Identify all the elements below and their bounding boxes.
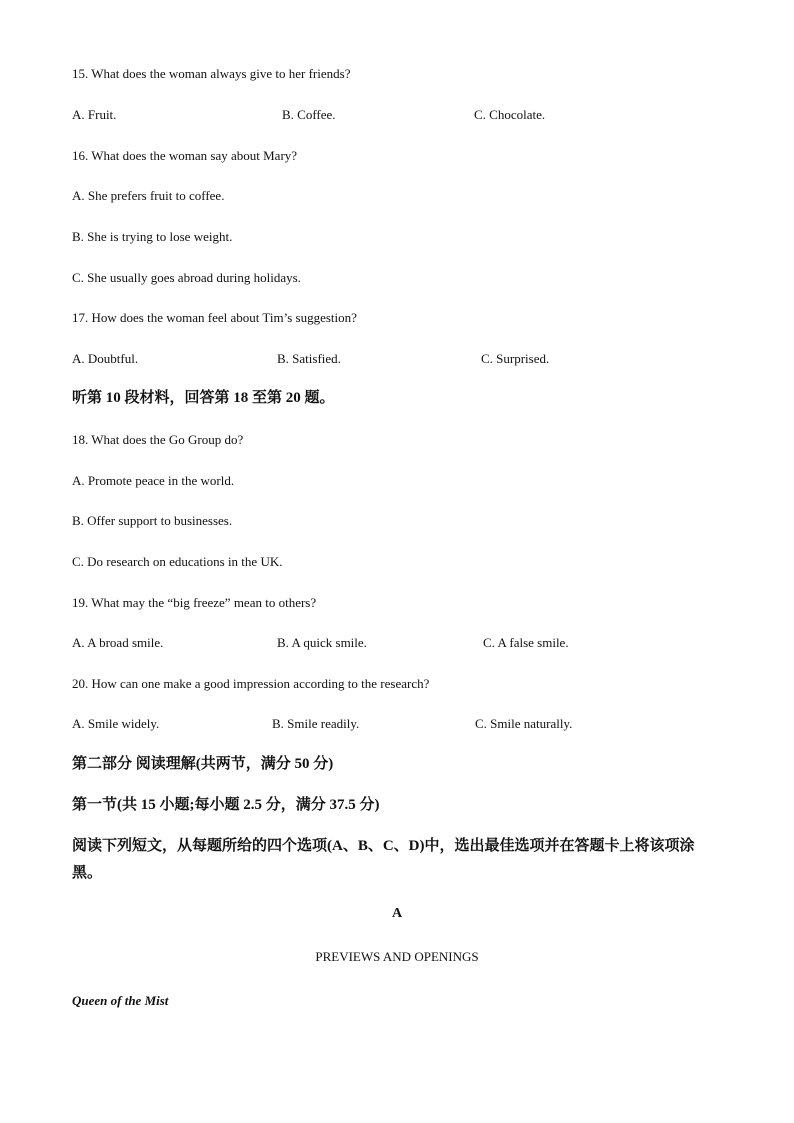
q15-option-b: B. Coffee. xyxy=(282,107,336,122)
q16-option-a: A. She prefers fruit to coffee. xyxy=(72,188,225,203)
question-19: 19. What may the “big freeze” mean to others? xyxy=(72,595,317,610)
part-2-section-1: 第一节(共 15 小题;每小题 2.5 分，满分 37.5 分) xyxy=(72,797,380,813)
question-16: 16. What does the woman say about Mary? xyxy=(72,148,298,163)
section-10-instruction: 听第 10 段材料，回答第 18 至第 20 题。 xyxy=(72,390,335,406)
q16-option-b: B. She is trying to lose weight. xyxy=(72,229,233,244)
q15-option-c: C. Chocolate. xyxy=(474,107,546,122)
question-17: 17. How does the woman feel about Tim’s suggestion? xyxy=(72,310,357,325)
q20-option-a: A. Smile widely. xyxy=(72,716,160,731)
q17-option-b: B. Satisfied. xyxy=(277,351,341,366)
part-2-title: 第二部分 阅读理解(共两节，满分 50 分) xyxy=(72,756,334,772)
q15-option-a: A. Fruit. xyxy=(72,107,117,122)
q19-option-b: B. A quick smile. xyxy=(277,635,367,650)
q18-option-a: A. Promote peace in the world. xyxy=(72,473,235,488)
question-15: 15. What does the woman always give to her friends? xyxy=(72,66,351,81)
part-2-instruction: 阅读下列短文，从每题所给的四个选项(A、B、C、D)中，选出最佳选项并在答题卡上将该项涂黑。 xyxy=(72,838,695,881)
q16-option-c: C. She usually goes abroad during holidays. xyxy=(72,270,301,285)
q18-option-b: B. Offer support to businesses. xyxy=(72,513,233,528)
question-18: 18. What does the Go Group do? xyxy=(72,432,244,447)
q18-option-c: C. Do research on educations in the UK. xyxy=(72,554,283,569)
q17-option-c: C. Surprised. xyxy=(481,351,550,366)
passage-subheading: Queen of the Mist xyxy=(72,993,169,1008)
question-20: 20. How can one make a good impression according to the research? xyxy=(72,676,430,691)
q19-option-a: A. A broad smile. xyxy=(72,635,164,650)
passage-letter: A xyxy=(391,906,403,921)
q19-option-c: C. A false smile. xyxy=(483,635,569,650)
q20-option-c: C. Smile naturally. xyxy=(475,716,573,731)
passage-heading: PREVIEWS AND OPENINGS xyxy=(315,949,479,964)
q17-option-a: A. Doubtful. xyxy=(72,351,139,366)
q20-option-b: B. Smile readily. xyxy=(272,716,360,731)
